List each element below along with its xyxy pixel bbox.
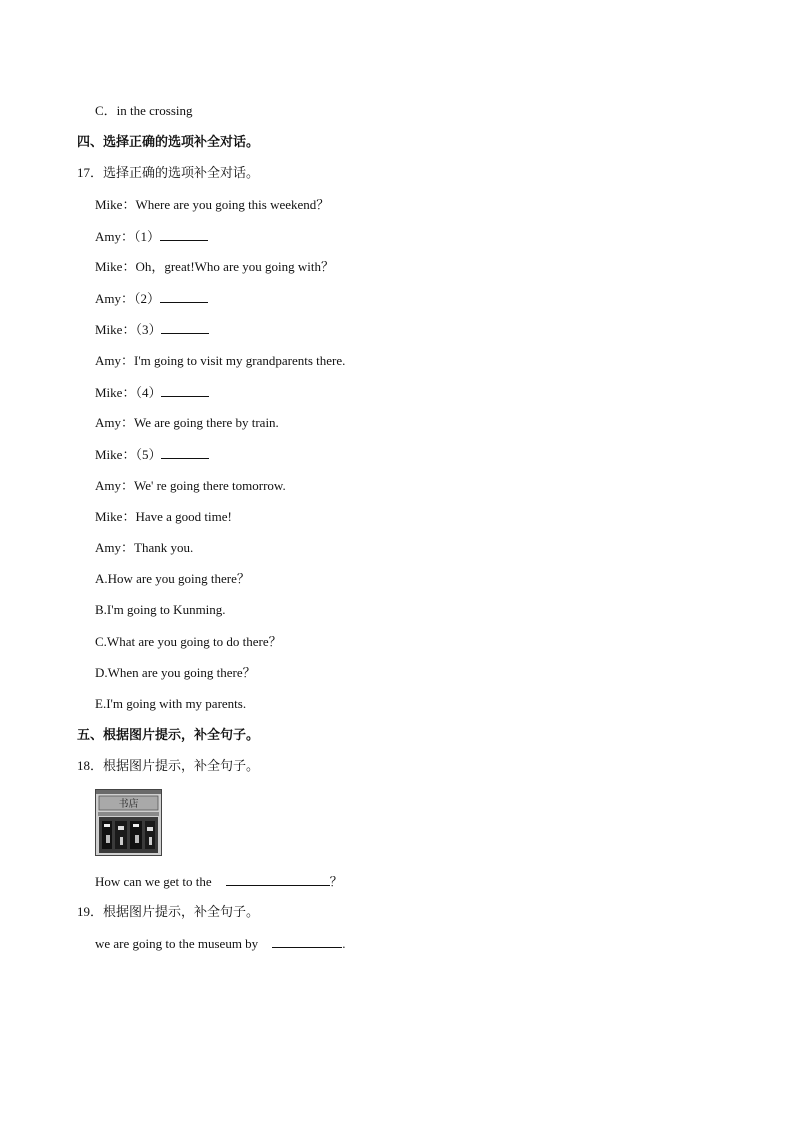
- option-a: A.How are you going there？: [95, 571, 250, 586]
- speaker: Mike：: [95, 385, 136, 400]
- line-text: Where are you going this weekend？: [135, 197, 330, 212]
- speaker: Mike：: [95, 322, 136, 337]
- option-c: C.What are you going to do there？: [95, 634, 282, 649]
- q18-sentence: [95, 873, 343, 890]
- sentence-end: ？: [329, 874, 343, 889]
- line-text: We' re going there tomorrow.: [134, 478, 286, 493]
- line-text: （5）: [135, 447, 162, 462]
- speaker: Amy：: [95, 478, 135, 493]
- q17-prompt: 17．选择正确的选项补全对话。: [77, 165, 260, 180]
- speaker: Amy：: [95, 291, 135, 306]
- line-text: （2）: [134, 291, 161, 306]
- answer-blank-5[interactable]: [161, 446, 209, 459]
- section-4-title: 四、选择正确的选项补全对话。: [77, 134, 260, 149]
- q19-answer-blank[interactable]: [272, 935, 342, 948]
- speaker: Amy：: [95, 229, 135, 244]
- dialogue-line: [95, 446, 209, 463]
- speaker: Mike：: [95, 197, 136, 212]
- dialogue-line: [95, 321, 209, 338]
- option-b: B.I'm going to Kunming.: [95, 602, 226, 617]
- dialogue-line: [95, 228, 208, 245]
- answer-blank-3[interactable]: [161, 321, 209, 334]
- option-e: E.I'm going with my parents.: [95, 696, 247, 711]
- q19-prompt: 19．根据图片提示，补全句子。: [77, 904, 260, 919]
- line-text: （1）: [134, 229, 161, 244]
- answer-blank-1[interactable]: [160, 228, 208, 241]
- answer-blank-2[interactable]: [160, 290, 208, 303]
- dialogue-line: [95, 290, 208, 307]
- speaker: Amy：: [95, 353, 135, 368]
- dialogue-line: [95, 259, 334, 275]
- dialogue-line: [95, 197, 329, 213]
- line-text: （4）: [135, 385, 162, 400]
- bookstore-drawing: [96, 790, 161, 855]
- section-5-title: 五、根据图片提示，补全句子。: [77, 727, 260, 742]
- line-text: Oh，great!Who are you going with？: [135, 259, 335, 274]
- sentence-end: .: [342, 936, 346, 951]
- sentence-text: we are going to the museum by: [95, 936, 259, 951]
- bookstore-picture: [95, 789, 162, 856]
- line-text: Thank you.: [134, 540, 194, 555]
- q18-prompt: 18．根据图片提示，补全句子。: [77, 758, 260, 773]
- line-text: Have a good time!: [135, 509, 232, 524]
- q16-option-c: C．in the crossing: [95, 103, 193, 118]
- line-text: We are going there by train.: [134, 415, 279, 430]
- speaker: Mike：: [95, 447, 136, 462]
- dialogue-line: [95, 509, 232, 525]
- speaker: Mike：: [95, 509, 136, 524]
- dialogue-line: [95, 415, 279, 431]
- bookstore-sign: 书店: [118, 799, 139, 810]
- line-text: （3）: [135, 322, 162, 337]
- answer-blank-4[interactable]: [161, 384, 209, 397]
- dialogue-line: [95, 540, 193, 556]
- option-d: D.When are you going there？: [95, 665, 256, 680]
- sentence-text: How can we get to the: [95, 874, 212, 889]
- dialogue-line: [95, 478, 286, 494]
- speaker: Mike：: [95, 259, 136, 274]
- speaker: Amy：: [95, 415, 135, 430]
- q19-sentence: [95, 935, 345, 952]
- q18-answer-blank[interactable]: [226, 873, 330, 886]
- dialogue-line: [95, 353, 345, 369]
- line-text: I'm going to visit my grandparents there.: [134, 353, 346, 368]
- dialogue-line: [95, 384, 209, 401]
- speaker: Amy：: [95, 540, 135, 555]
